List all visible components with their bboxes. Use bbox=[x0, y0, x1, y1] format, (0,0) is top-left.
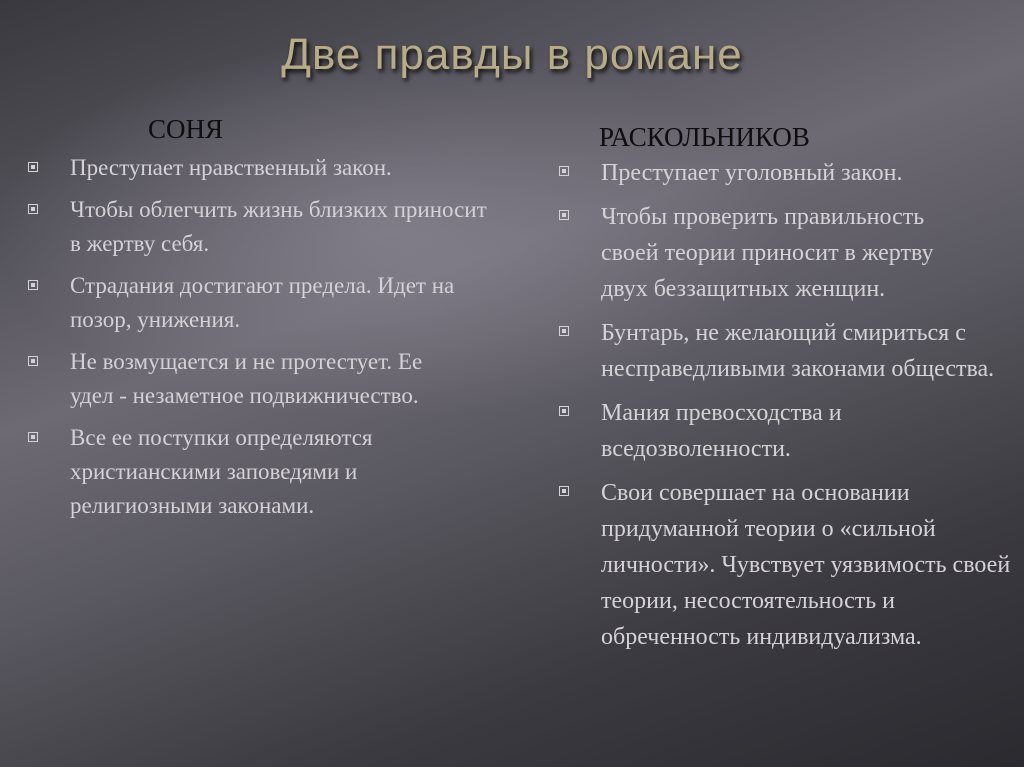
bullet-icon bbox=[559, 486, 569, 496]
list-item bbox=[555, 199, 981, 307]
bullet-icon bbox=[559, 210, 569, 220]
slide-title: Две правды в романе bbox=[281, 30, 743, 79]
sonya-list bbox=[24, 151, 494, 523]
list-item-text: Чтобы проверить правильность своей теории приносит в жертву двух беззащитных женщин. bbox=[601, 204, 934, 302]
raskolnikov-column bbox=[555, 110, 1015, 663]
list-item-text: Преступает нравственный закон. bbox=[70, 155, 392, 180]
list-item bbox=[555, 475, 1021, 655]
list-item-text: Чтобы облегчить жизнь близких приносит в жертву себя. bbox=[70, 197, 487, 256]
bullet-icon bbox=[28, 280, 38, 290]
list-item bbox=[555, 315, 1001, 387]
bullet-icon bbox=[28, 162, 38, 172]
list-item bbox=[24, 345, 430, 413]
bullet-icon bbox=[28, 432, 38, 442]
list-item-text: Свои совершает на основании придуманной теории о «сильной личности». Чувствует уязвимость своей теории, несостоятельность и обреченность индивидуализма. bbox=[601, 480, 1011, 650]
raskolnikov-heading: РАСКОЛЬНИКОВ bbox=[599, 122, 810, 152]
list-item-text: Страдания достигают предела. Идет на позор, унижения. bbox=[70, 273, 455, 332]
list-item-text: Все ее поступки определяются христианскими заповедями и религиозными законами. bbox=[70, 425, 373, 518]
list-item-text: Преступает уголовный закон. bbox=[601, 160, 903, 186]
list-item bbox=[24, 151, 410, 185]
sonya-heading: СОНЯ bbox=[148, 114, 224, 144]
list-item bbox=[555, 155, 1015, 191]
sonya-column bbox=[24, 110, 494, 531]
list-item-text: Мания превосходства и вседозволенности. bbox=[601, 400, 842, 462]
bullet-icon bbox=[28, 356, 38, 366]
list-item bbox=[24, 193, 490, 261]
bullet-icon bbox=[559, 166, 569, 176]
list-item-text: Бунтарь, не желающий смириться с несправедливыми законами общества. bbox=[601, 320, 995, 382]
raskolnikov-list bbox=[555, 155, 1015, 655]
list-item-text: Не возмущается и не протестует. Ее удел - незаметное подвижничество. bbox=[70, 349, 423, 408]
bullet-icon bbox=[559, 326, 569, 336]
bullet-icon bbox=[559, 406, 569, 416]
bullet-icon bbox=[28, 204, 38, 214]
list-item bbox=[24, 421, 490, 523]
list-item bbox=[24, 269, 470, 337]
list-item bbox=[555, 395, 941, 467]
